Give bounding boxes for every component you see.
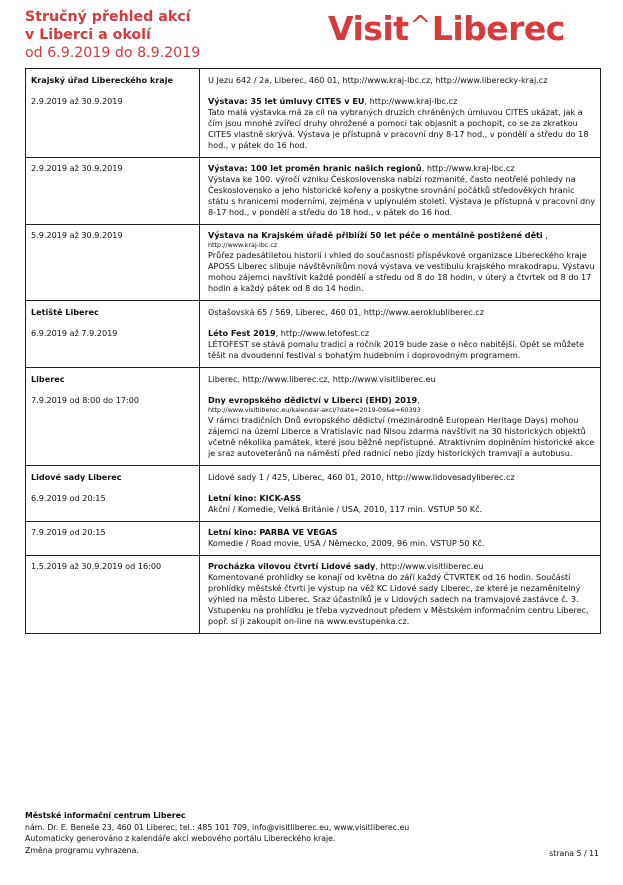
event-title: Letní kino: PARBA VE VEGAS: [208, 527, 338, 537]
event-date: 6.9.2019 až 7.9.2019: [26, 323, 200, 367]
event-title: Léto Fest 2019: [208, 328, 276, 338]
event-date: 7.9.2019 od 8:00 do 17:00: [26, 390, 200, 465]
event-date: 5.9.2019 až 30.9.2019: [26, 224, 200, 300]
logo-caret: ^: [409, 11, 431, 41]
event-link[interactable]: http://www.kraj-lbc.cz: [208, 241, 278, 249]
event-description: Tato malá výstavka má za cíl na vybraných druzích chráněných úmluvou CITES ukázat, jak a čím jsou mnohé zvířecí druhy ohrožené a pomoci tak objasnit a pochopit, co se za zkratkou CITES vlastně skrývá. Výstava je přístupná v pracovní dny 8-17 hod., v pondělí a středu do 18 hod., v pátek do 16 hod.: [208, 107, 589, 150]
event-date: 1.5.2019 až 30.9.2019 od 16:00: [26, 555, 200, 633]
event-description: Komedie / Road movie, USA / Německo, 2009, 96 min. VSTUP 50 Kč.: [208, 538, 485, 548]
event-description: Akční / Komedie, Velká Británie / USA, 2010, 117 min. VSTUP 50 Kč.: [208, 504, 483, 514]
location-section: [26, 466, 600, 633]
location-section: [26, 69, 600, 301]
logo-word-visit: Visit: [328, 9, 409, 48]
event-date: 2.9.2019 až 30.9.2019: [26, 91, 200, 157]
event-row: [26, 91, 600, 157]
page-footer: [25, 810, 599, 856]
location-address: Liberec, http://www.liberec.cz, http://www.visitliberec.eu: [208, 374, 436, 384]
event-title: Dny evropského dědictví v Liberci (EHD) 2019: [208, 395, 418, 405]
event-description: V rámci tradičních Dnů evropského dědictví (mezinárodně European Heritage Days) mohou zájemci na území Liberce a Vratislavic nad Nisou zdarma navštívit na 30 historických objektů včetně několika památek, které jsou běžně nepřístupné. Atraktivním doplněním historické akce je sraz autoveteránů na náměstí před radnicí nebo jízdy historických tramvají a autobusu.: [208, 415, 595, 458]
location-address: Ostašovská 65 / 569, Liberec, 460 01, http://www.aeroklubliberec.cz: [208, 307, 484, 317]
event-description: Průřez padesátiletou historií i vhled do současnosti příspěvkové organizace Libereckého kraje APOSS Liberec slibuje návštěvníkům nová výstava ve vestibulu krajského mrakodrapu. Výstavu mohou zájemci navštívit každé pondělí a středu od 8 do 18 hodin, v úterý a čtvrtek od 8 do 17 hodin a každý pátek od 8 do 14 hodin.: [208, 250, 595, 293]
location-name: Letiště Liberec: [26, 301, 200, 323]
location-address: Lidové sady 1 / 425, Liberec, 460 01, 2010, http://www.lidovesadyliberec.cz: [208, 472, 515, 482]
location-name: Liberec: [26, 368, 200, 390]
footer-generated-note: Automaticky generováno z kalendáře akcí webového portálu Libereckého kraje.: [25, 834, 336, 843]
event-description: Komentované prohlídky se konají od května do září každý ČTVRTEK od 16 hodin. Součástí prohlídky městské čtvrti je výstup na věž KC Lidové sady Liberec, ze které je nezaměnitelný výhled na město Liberec. Sraz účastníků je v Lidových sadech na tramvajové zastávce č. 3. Vstupenku na prohlídku je třeba vyzvednout předem v Městském informačním centru Liberec, popř. si ji zakoupit on-line na www.evstupenka.cz.: [208, 572, 589, 626]
event-row: [26, 488, 600, 521]
event-row: [26, 323, 600, 367]
event-description: Výstava ke 100. výročí vzniku Československa nabízí rozmanité, často neotřelé pohledy na Československo a jeho historické kořeny a poskytne srovnání počátků středověkých hranic státu s hranicemi moderními, zejména v uplynulém století. Výstava je přístupná v pracovní dny 8-17 hod., v pondělí a středu do 18 hod., v pátek do 16 hod.: [208, 174, 596, 217]
location-section: [26, 368, 600, 466]
event-link-separator: ,: [417, 395, 420, 405]
event-title: Výstava na Krajském úřadě přiblíží 50 let péče o mentálně postižené děti: [208, 230, 543, 240]
location-address: U Jezu 642 / 2a, Liberec, 460 01, http://www.kraj-lbc.cz, http://www.liberecky-kraj.cz: [208, 75, 548, 85]
event-date: 6.9.2019 od 20:15: [26, 488, 200, 521]
event-row: [26, 521, 600, 555]
footer-contact: nám. Dr. E. Beneše 23, 460 01 Liberec, tel.: 485 101 709, info@visitliberec.eu, www.visitliberec.eu: [25, 822, 410, 832]
document-title: [25, 8, 200, 62]
event-row: [26, 390, 600, 465]
event-link[interactable]: , http://www.visitliberec.eu: [375, 561, 484, 571]
event-link[interactable]: http://www.visitliberec.eu/kalendar-akci/?date=2019-09&e=60393: [208, 406, 421, 414]
title-line-2: v Liberci a okolí: [25, 27, 151, 43]
event-link[interactable]: , http://www.kraj-lbc.cz: [421, 163, 515, 173]
footer-organization: Městské informační centrum Liberec: [25, 811, 186, 820]
event-description: LÉTOFEST se stává pomalu tradicí a ročník 2019 bude zase o něco nabitější. Opět se můžete těšit na dvoudenní festival s bohatým hudebním i doprovodným programem.: [208, 339, 585, 360]
event-title: Výstava: 35 let úmluvy CITES v EU: [208, 96, 365, 106]
event-row: [26, 157, 600, 224]
event-date: 2.9.2019 až 30.9.2019: [26, 157, 200, 224]
page-number: strana 5 / 11: [549, 849, 599, 858]
logo-word-liberec: Liberec: [431, 9, 565, 48]
footer-change-note: Změna programu vyhrazena.: [25, 845, 139, 855]
date-range: od 6.9.2019 do 8.9.2019: [25, 45, 201, 61]
event-title: Letní kino: KICK-ASS: [208, 493, 302, 503]
visit-liberec-logo: [328, 9, 565, 48]
event-row: [26, 555, 600, 633]
location-name: Krajský úřad Libereckého kraje: [26, 69, 200, 91]
event-title: Výstava: 100 let proměn hranic našich regionů: [208, 163, 422, 173]
event-link[interactable]: , http://www.letofest.cz: [275, 328, 370, 338]
title-line-1: Stručný přehled akcí: [25, 9, 191, 25]
event-date: 7.9.2019 od 20:15: [26, 521, 200, 555]
location-name: Lidové sady Liberec: [26, 466, 200, 488]
location-section: [26, 301, 600, 368]
event-link[interactable]: , http://www.kraj-lbc.cz: [364, 96, 458, 106]
event-row: [26, 224, 600, 300]
event-link-separator: ,: [542, 230, 548, 240]
events-table: [25, 68, 601, 634]
event-title: Procházka vilovou čtvrtí Lidové sady: [208, 561, 376, 571]
